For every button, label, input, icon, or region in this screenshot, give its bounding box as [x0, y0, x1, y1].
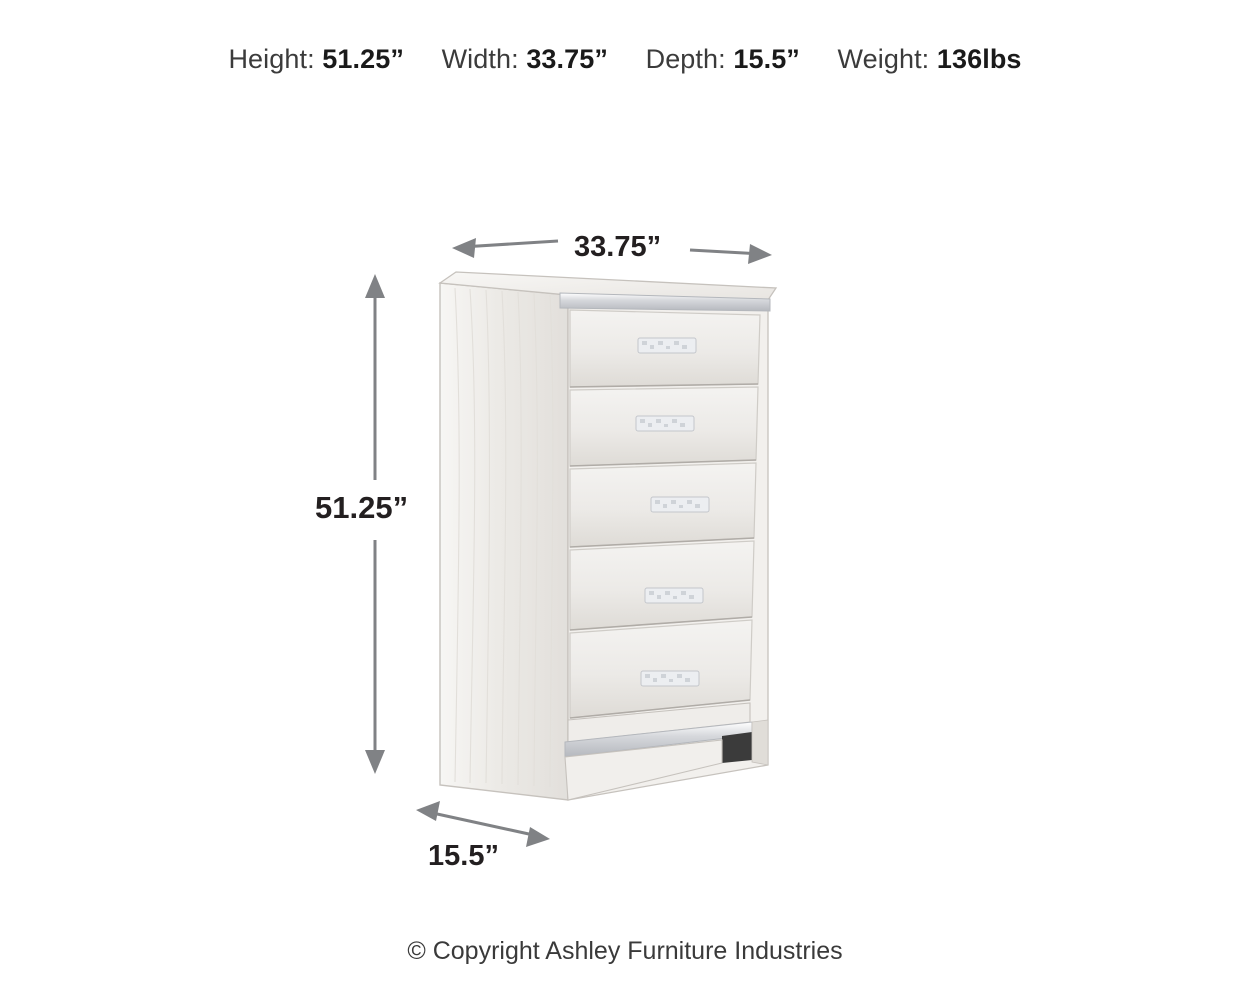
spec-weight-label: Weight:	[837, 44, 930, 74]
dimension-width-label: 33.75”	[574, 231, 662, 263]
drawer-4-handle[interactable]	[645, 588, 703, 603]
chest-illustration	[440, 272, 776, 800]
drawer-3-handle[interactable]	[651, 497, 709, 512]
toe-kick-shadow	[722, 732, 752, 763]
copyright-footer: © Copyright Ashley Furniture Industries	[407, 937, 843, 965]
spec-depth-label: Depth:	[645, 44, 726, 74]
drawer-2-handle[interactable]	[636, 416, 694, 431]
spec-height-label: Height:	[228, 44, 315, 74]
drawer-1[interactable]	[570, 310, 760, 387]
drawer-5-handle[interactable]	[641, 671, 699, 686]
spec-width-value: 33.75”	[526, 44, 608, 74]
dimension-height-label: 51.25”	[315, 490, 409, 525]
spec-depth-value: 15.5”	[733, 44, 800, 74]
spec-weight-value: 136lbs	[936, 44, 1022, 74]
dimension-depth-label: 15.5”	[428, 840, 499, 872]
drawer-5[interactable]	[570, 620, 752, 718]
spec-height-value: 51.25”	[322, 44, 404, 74]
drawer-2[interactable]	[570, 387, 758, 466]
spec-width-label: Width:	[441, 44, 519, 74]
right-edge-shadow	[752, 720, 768, 765]
drawer-4[interactable]	[570, 541, 754, 630]
drawer-3[interactable]	[570, 463, 756, 547]
drawer-1-handle[interactable]	[638, 338, 696, 353]
